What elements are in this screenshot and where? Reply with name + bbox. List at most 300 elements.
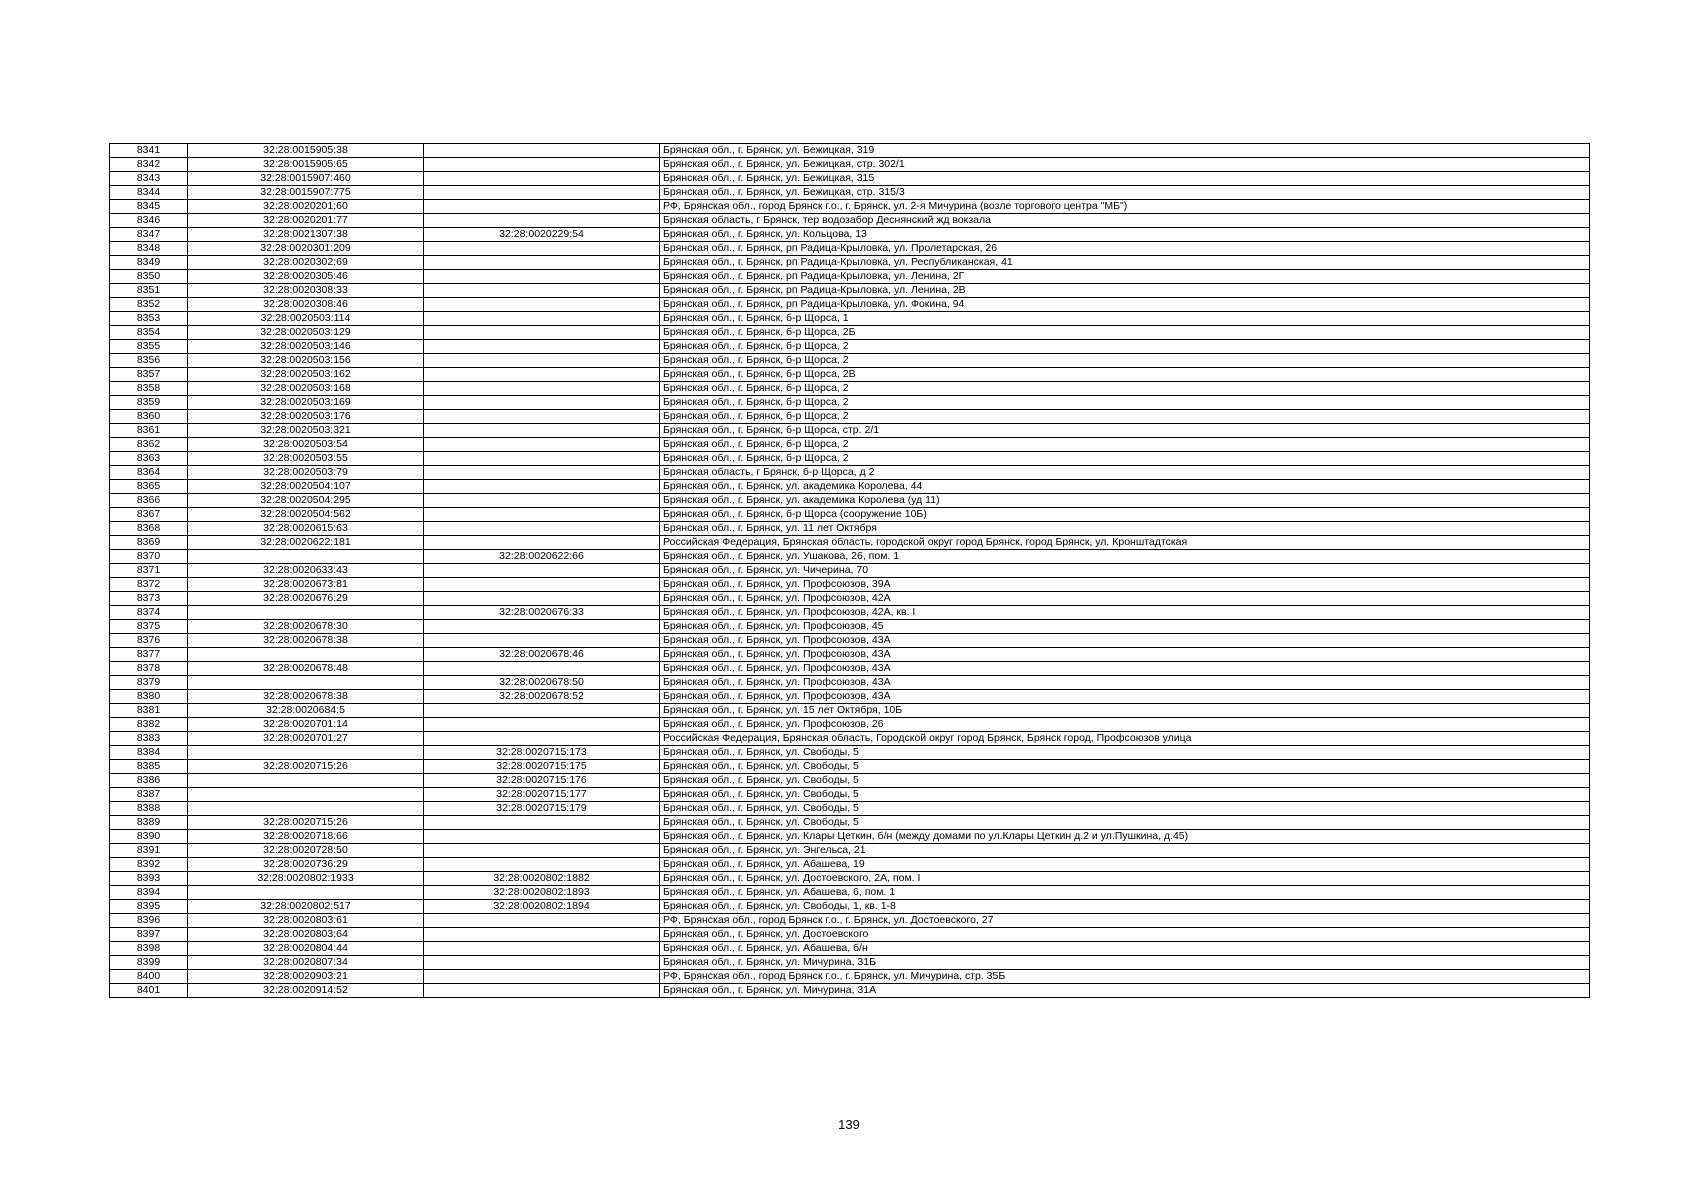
cell-cad2: 32:28:0020622:66	[424, 550, 660, 564]
cell-num: 8344	[110, 186, 188, 200]
cell-addr: Брянская обл., г. Брянск, б-р Щорса, 2	[660, 382, 1590, 396]
cell-addr: Брянская обл., г. Брянск, ул. Профсоюзов, 42А	[660, 592, 1590, 606]
cell-addr: Брянская обл., г. Брянск, ул. Мичурина, 31А	[660, 984, 1590, 998]
cell-cad2	[424, 242, 660, 256]
cell-cad2: 32:28:0020715:179	[424, 802, 660, 816]
cell-num: 8343	[110, 172, 188, 186]
table-row	[110, 928, 1590, 942]
table-row	[110, 844, 1590, 858]
cell-cad2	[424, 942, 660, 956]
cell-cad2	[424, 494, 660, 508]
table-row	[110, 466, 1590, 480]
cell-cad: 32:28:0020673:81	[188, 578, 424, 592]
cell-cad: 32:28:0020615:63	[188, 522, 424, 536]
cell-num: 8357	[110, 368, 188, 382]
cell-addr: Брянская обл., г. Брянск, ул. Профсоюзов, 45	[660, 620, 1590, 634]
cell-cad: 32:28:0020633:43	[188, 564, 424, 578]
cell-cad2	[424, 718, 660, 732]
cell-num: 8348	[110, 242, 188, 256]
cell-addr: Брянская обл., г. Брянск, ул. Свободы, 5	[660, 746, 1590, 760]
table-row	[110, 200, 1590, 214]
cell-num: 8390	[110, 830, 188, 844]
cell-addr: Брянская обл., г. Брянск, рп Радица-Крыловка, ул. Ленина, 2Г	[660, 270, 1590, 284]
cell-cad2: 32:28:0020802:1894	[424, 900, 660, 914]
page-number: 139	[838, 1117, 860, 1132]
table-row	[110, 494, 1590, 508]
cell-num: 8394	[110, 886, 188, 900]
cell-cad2	[424, 382, 660, 396]
table-row	[110, 900, 1590, 914]
cell-cad: 32:28:0020305:46	[188, 270, 424, 284]
table-row	[110, 508, 1590, 522]
cell-cad: 32:28:0020503:176	[188, 410, 424, 424]
cell-cad2	[424, 284, 660, 298]
table-row	[110, 816, 1590, 830]
cell-addr: Брянская обл., г. Брянск, ул. Абашева, 19	[660, 858, 1590, 872]
cell-addr: Брянская обл., г. Брянск, ул. академика Королева, 44	[660, 480, 1590, 494]
cell-cad: 32:28:0020684:5	[188, 704, 424, 718]
cell-addr: Брянская обл., г. Брянск, ул. Свободы, 1, кв. 1-8	[660, 900, 1590, 914]
cell-cad2	[424, 844, 660, 858]
cell-cad2: 32:28:0020229:54	[424, 228, 660, 242]
cell-cad	[188, 746, 424, 760]
table-row	[110, 242, 1590, 256]
table-row	[110, 858, 1590, 872]
cell-cad: 32:28:0015907:775	[188, 186, 424, 200]
table-row	[110, 914, 1590, 928]
cell-cad: 32:28:0015905:38	[188, 144, 424, 158]
cell-addr: Брянская обл., г. Брянск, б-р Щорса, 2В	[660, 368, 1590, 382]
cell-cad: 32:28:0020802:1933	[188, 872, 424, 886]
cell-addr: Брянская обл., г. Брянск, ул. Профсоюзов, 26	[660, 718, 1590, 732]
cell-addr: Брянская обл., г. Брянск, б-р Щорса, стр. 2/1	[660, 424, 1590, 438]
cell-cad2	[424, 704, 660, 718]
cell-num: 8399	[110, 956, 188, 970]
cell-cad: 32:28:0020678:48	[188, 662, 424, 676]
cell-cad: 32:28:0021307:38	[188, 228, 424, 242]
cell-num: 8366	[110, 494, 188, 508]
cell-addr: РФ, Брянская обл., город Брянск г.о., г. Брянск, ул. Мичурина, стр. 35Б	[660, 970, 1590, 984]
cell-cad: 32:28:0020302:69	[188, 256, 424, 270]
cell-cad2	[424, 732, 660, 746]
table-row	[110, 424, 1590, 438]
cell-addr: Брянская обл., г. Брянск, рп Радица-Крыловка, ул. Пролетарская, 26	[660, 242, 1590, 256]
cell-cad2	[424, 144, 660, 158]
cell-num: 8354	[110, 326, 188, 340]
table-row	[110, 326, 1590, 340]
cell-addr: Брянская обл., г. Брянск, б-р Щорса, 2	[660, 452, 1590, 466]
table-row	[110, 144, 1590, 158]
cell-cad: 32:28:0020804:44	[188, 942, 424, 956]
cell-cad2	[424, 410, 660, 424]
cell-addr: Брянская обл., г. Брянск, ул. Свободы, 5	[660, 760, 1590, 774]
cell-cad2: 32:28:0020678:46	[424, 648, 660, 662]
cell-addr: Брянская обл., г. Брянск, б-р Щорса, 2	[660, 438, 1590, 452]
cell-cad2	[424, 662, 660, 676]
cell-cad2	[424, 480, 660, 494]
cell-cad2	[424, 368, 660, 382]
cell-cad: 32:28:0020676:29	[188, 592, 424, 606]
cell-cad2	[424, 522, 660, 536]
cell-addr: Брянская обл., г. Брянск, ул. 11 лет Октября	[660, 522, 1590, 536]
cell-num: 8379	[110, 676, 188, 690]
cell-num: 8393	[110, 872, 188, 886]
table-row	[110, 410, 1590, 424]
table-row	[110, 480, 1590, 494]
cell-cad2: 32:28:0020678:50	[424, 676, 660, 690]
table-row	[110, 970, 1590, 984]
cell-cad2	[424, 214, 660, 228]
cell-addr: Брянская обл., г. Брянск, ул. Свободы, 5	[660, 802, 1590, 816]
cell-cad2	[424, 956, 660, 970]
cell-addr: Брянская обл., г. Брянск, ул. Бежицкая, стр. 315/3	[660, 186, 1590, 200]
table-row	[110, 564, 1590, 578]
cell-cad: 32:28:0020503:114	[188, 312, 424, 326]
cell-num: 8389	[110, 816, 188, 830]
cell-cad	[188, 802, 424, 816]
table-row	[110, 396, 1590, 410]
cell-cad: 32:28:0020678:30	[188, 620, 424, 634]
cell-cad: 32:28:0020701:27	[188, 732, 424, 746]
cell-cad2	[424, 816, 660, 830]
cell-addr: Брянская обл., г. Брянск, ул. Мичурина, 31Б	[660, 956, 1590, 970]
cell-num: 8382	[110, 718, 188, 732]
cell-cad2	[424, 172, 660, 186]
cell-addr: Брянская обл., г. Брянск, ул. Достоевского, 2А, пом. I	[660, 872, 1590, 886]
cell-cad2	[424, 452, 660, 466]
cell-cad: 32:28:0020503:54	[188, 438, 424, 452]
table-row	[110, 886, 1590, 900]
cell-num: 8369	[110, 536, 188, 550]
cell-cad: 32:28:0020504:107	[188, 480, 424, 494]
cell-cad2	[424, 564, 660, 578]
cell-cad	[188, 774, 424, 788]
cell-addr: Российская Федерация, Брянская область, городской округ город Брянск, город Брянск, ул. Кронштадтская	[660, 536, 1590, 550]
cell-cad2: 32:28:0020715:173	[424, 746, 660, 760]
cell-num: 8345	[110, 200, 188, 214]
cell-addr: Брянская обл., г. Брянск, ул. Абашева, б/н	[660, 942, 1590, 956]
table-row	[110, 214, 1590, 228]
cell-addr: Брянская обл., г. Брянск, б-р Щорса (сооружение 10Б)	[660, 508, 1590, 522]
table-row	[110, 578, 1590, 592]
cell-cad: 32:28:0020715:26	[188, 816, 424, 830]
cell-cad: 32:28:0020678:38	[188, 634, 424, 648]
cell-cad: 32:28:0020201:77	[188, 214, 424, 228]
cell-cad2: 32:28:0020802:1882	[424, 872, 660, 886]
cell-cad2	[424, 578, 660, 592]
cell-num: 8388	[110, 802, 188, 816]
cell-num: 8397	[110, 928, 188, 942]
cell-addr: Брянская область, г Брянск, тер водозабор Деснянский жд вокзала	[660, 214, 1590, 228]
cell-cad: 32:28:0020718:66	[188, 830, 424, 844]
table-row	[110, 438, 1590, 452]
table-row	[110, 690, 1590, 704]
cell-num: 8358	[110, 382, 188, 396]
cell-cad2	[424, 200, 660, 214]
table-row	[110, 984, 1590, 998]
table-row	[110, 732, 1590, 746]
table-row	[110, 312, 1590, 326]
cell-addr: Брянская обл., г. Брянск, ул. Профсоюзов, 43А	[660, 648, 1590, 662]
table-row	[110, 830, 1590, 844]
cell-num: 8381	[110, 704, 188, 718]
cell-cad: 32:28:0015907:460	[188, 172, 424, 186]
table-row	[110, 522, 1590, 536]
table-row	[110, 452, 1590, 466]
table-row	[110, 172, 1590, 186]
table-row	[110, 676, 1590, 690]
cell-num: 8375	[110, 620, 188, 634]
cell-num: 8341	[110, 144, 188, 158]
table-row	[110, 228, 1590, 242]
cell-addr: Брянская обл., г. Брянск, б-р Щорса, 2	[660, 410, 1590, 424]
cell-num: 8395	[110, 900, 188, 914]
table-row	[110, 760, 1590, 774]
cell-addr: Брянская обл., г. Брянск, б-р Щорса, 2	[660, 354, 1590, 368]
table-row	[110, 368, 1590, 382]
cell-cad: 32:28:0020308:33	[188, 284, 424, 298]
cell-num: 8355	[110, 340, 188, 354]
cell-cad2	[424, 914, 660, 928]
cell-num: 8398	[110, 942, 188, 956]
cell-cad: 32:28:0020803:64	[188, 928, 424, 942]
cell-addr: Брянская обл., г. Брянск, ул. Абашева, 6, пом. 1	[660, 886, 1590, 900]
cell-addr: Брянская обл., г. Брянск, ул. Ушакова, 26, пом. 1	[660, 550, 1590, 564]
cell-cad: 32:28:0020736:29	[188, 858, 424, 872]
cell-cad: 32:28:0020504:295	[188, 494, 424, 508]
table-row	[110, 270, 1590, 284]
cell-num: 8351	[110, 284, 188, 298]
cell-num: 8371	[110, 564, 188, 578]
table-row	[110, 956, 1590, 970]
cell-cad2	[424, 830, 660, 844]
cell-cad	[188, 606, 424, 620]
cell-num: 8368	[110, 522, 188, 536]
cell-cad2	[424, 858, 660, 872]
table-row	[110, 158, 1590, 172]
cell-num: 8380	[110, 690, 188, 704]
table-row	[110, 634, 1590, 648]
table-row	[110, 382, 1590, 396]
table-row	[110, 872, 1590, 886]
cell-cad2	[424, 634, 660, 648]
cell-addr: Брянская обл., г. Брянск, ул. Профсоюзов, 43А	[660, 690, 1590, 704]
cell-addr: Брянская обл., г. Брянск, ул. Свободы, 5	[660, 774, 1590, 788]
cell-cad: 32:28:0020504:562	[188, 508, 424, 522]
cell-num: 8385	[110, 760, 188, 774]
cell-cad2	[424, 592, 660, 606]
cell-cad	[188, 648, 424, 662]
cell-cad2: 32:28:0020715:175	[424, 760, 660, 774]
cell-addr: Брянская обл., г. Брянск, б-р Щорса, 2	[660, 396, 1590, 410]
cell-num: 8342	[110, 158, 188, 172]
cell-cad2	[424, 984, 660, 998]
cell-addr: Брянская обл., г. Брянск, рп Радица-Крыловка, ул. Ленина, 2В	[660, 284, 1590, 298]
cell-num: 8367	[110, 508, 188, 522]
cell-num: 8383	[110, 732, 188, 746]
cell-num: 8365	[110, 480, 188, 494]
cell-cad: 32:28:0020503:321	[188, 424, 424, 438]
cell-num: 8350	[110, 270, 188, 284]
cell-cad2	[424, 340, 660, 354]
table-row	[110, 550, 1590, 564]
cell-cad: 32:28:0020201:60	[188, 200, 424, 214]
cell-cad: 32:28:0015905:65	[188, 158, 424, 172]
cell-cad2: 32:28:0020715:176	[424, 774, 660, 788]
cell-cad2	[424, 970, 660, 984]
cell-addr: Брянская обл., г. Брянск, б-р Щорса, 2Б	[660, 326, 1590, 340]
cell-addr: Брянская обл., г. Брянск, ул. Профсоюзов, 39А	[660, 578, 1590, 592]
cell-num: 8353	[110, 312, 188, 326]
cell-num: 8359	[110, 396, 188, 410]
cell-addr: Брянская обл., г. Брянск, ул. Профсоюзов, 43А	[660, 634, 1590, 648]
cell-cad2	[424, 158, 660, 172]
cell-cad: 32:28:0020715:26	[188, 760, 424, 774]
cell-num: 8378	[110, 662, 188, 676]
cell-cad: 32:28:0020503:156	[188, 354, 424, 368]
cell-cad: 32:28:0020503:55	[188, 452, 424, 466]
cell-addr: Брянская обл., г. Брянск, ул. Свободы, 5	[660, 816, 1590, 830]
registry-table	[109, 143, 1590, 998]
cell-num: 8347	[110, 228, 188, 242]
cell-num: 8370	[110, 550, 188, 564]
cell-cad	[188, 788, 424, 802]
registry-table-body	[110, 144, 1590, 998]
table-row	[110, 592, 1590, 606]
cell-addr: Брянская обл., г. Брянск, ул. Кольцова, 13	[660, 228, 1590, 242]
cell-num: 8376	[110, 634, 188, 648]
cell-addr: Брянская обл., г. Брянск, ул. Достоевского	[660, 928, 1590, 942]
cell-addr: Брянская обл., г. Брянск, ул. Чичерина, 70	[660, 564, 1590, 578]
table-row	[110, 718, 1590, 732]
cell-cad	[188, 550, 424, 564]
cell-cad2	[424, 354, 660, 368]
cell-addr: Брянская обл., г. Брянск, ул. Профсоюзов, 42А, кв. I	[660, 606, 1590, 620]
cell-cad2	[424, 312, 660, 326]
cell-cad: 32:28:0020503:129	[188, 326, 424, 340]
cell-num: 8360	[110, 410, 188, 424]
table-row	[110, 746, 1590, 760]
cell-num: 8384	[110, 746, 188, 760]
cell-cad2: 32:28:0020715:177	[424, 788, 660, 802]
cell-num: 8373	[110, 592, 188, 606]
cell-cad: 32:28:0020503:168	[188, 382, 424, 396]
cell-cad: 32:28:0020802:517	[188, 900, 424, 914]
cell-num: 8377	[110, 648, 188, 662]
cell-cad2	[424, 438, 660, 452]
cell-num: 8372	[110, 578, 188, 592]
table-row	[110, 662, 1590, 676]
cell-cad2: 32:28:0020678:52	[424, 690, 660, 704]
table-row	[110, 536, 1590, 550]
cell-addr: РФ, Брянская обл., город Брянск г.о., г. Брянск, ул. Достоевского, 27	[660, 914, 1590, 928]
cell-cad2	[424, 466, 660, 480]
table-row	[110, 704, 1590, 718]
cell-cad: 32:28:0020914:52	[188, 984, 424, 998]
cell-num: 8401	[110, 984, 188, 998]
cell-addr: Брянская область, г Брянск, б-р Щорса, д 2	[660, 466, 1590, 480]
cell-addr: Брянская обл., г. Брянск, ул. 15 лет Октября, 10Б	[660, 704, 1590, 718]
cell-cad: 32:28:0020503:79	[188, 466, 424, 480]
table-row	[110, 186, 1590, 200]
cell-num: 8346	[110, 214, 188, 228]
table-row	[110, 774, 1590, 788]
table-row	[110, 620, 1590, 634]
table-row	[110, 284, 1590, 298]
cell-addr: Брянская обл., г. Брянск, ул. Профсоюзов, 43А	[660, 676, 1590, 690]
cell-addr: РФ, Брянская обл., город Брянск г.о., г. Брянск, ул. 2-я Мичурина (возле торгового центра "МБ")	[660, 200, 1590, 214]
cell-num: 8400	[110, 970, 188, 984]
cell-addr: Брянская обл., г. Брянск, б-р Щорса, 2	[660, 340, 1590, 354]
cell-cad2: 32:28:0020802:1893	[424, 886, 660, 900]
cell-num: 8374	[110, 606, 188, 620]
cell-addr: Брянская обл., г. Брянск, б-р Щорса, 1	[660, 312, 1590, 326]
cell-cad2	[424, 186, 660, 200]
cell-num: 8392	[110, 858, 188, 872]
table-row	[110, 340, 1590, 354]
table-row	[110, 606, 1590, 620]
cell-cad: 32:28:0020678:38	[188, 690, 424, 704]
cell-cad2	[424, 298, 660, 312]
cell-cad: 32:28:0020807:34	[188, 956, 424, 970]
table-row	[110, 298, 1590, 312]
cell-cad2	[424, 326, 660, 340]
cell-addr: Брянская обл., г. Брянск, ул. Свободы, 5	[660, 788, 1590, 802]
cell-num: 8352	[110, 298, 188, 312]
cell-addr: Брянская обл., г. Брянск, ул. Бежицкая, 319	[660, 144, 1590, 158]
cell-addr: Брянская обл., г. Брянск, ул. академика Королева (уд 11)	[660, 494, 1590, 508]
table-row	[110, 942, 1590, 956]
cell-cad2	[424, 256, 660, 270]
cell-num: 8364	[110, 466, 188, 480]
cell-cad: 32:28:0020701:14	[188, 718, 424, 732]
table-row	[110, 354, 1590, 368]
table-row	[110, 256, 1590, 270]
cell-cad: 32:28:0020503:169	[188, 396, 424, 410]
cell-num: 8386	[110, 774, 188, 788]
cell-num: 8361	[110, 424, 188, 438]
table-row	[110, 802, 1590, 816]
cell-cad: 32:28:0020503:146	[188, 340, 424, 354]
cell-cad: 32:28:0020728:50	[188, 844, 424, 858]
cell-cad: 32:28:0020301:209	[188, 242, 424, 256]
cell-num: 8396	[110, 914, 188, 928]
cell-cad	[188, 886, 424, 900]
cell-num: 8363	[110, 452, 188, 466]
cell-cad2: 32:28:0020676:33	[424, 606, 660, 620]
cell-addr: Брянская обл., г. Брянск, ул. Бежицкая, стр. 302/1	[660, 158, 1590, 172]
cell-cad: 32:28:0020803:61	[188, 914, 424, 928]
cell-addr: Брянская обл., г. Брянск, рп Радица-Крыловка, ул. Фокина, 94	[660, 298, 1590, 312]
cell-addr: Брянская обл., г. Брянск, ул. Бежицкая, 315	[660, 172, 1590, 186]
cell-cad2	[424, 424, 660, 438]
cell-cad2	[424, 536, 660, 550]
cell-cad2	[424, 620, 660, 634]
cell-cad2	[424, 508, 660, 522]
cell-cad2	[424, 928, 660, 942]
cell-cad	[188, 676, 424, 690]
cell-cad2	[424, 270, 660, 284]
cell-cad: 32:28:0020903:21	[188, 970, 424, 984]
cell-addr: Российская Федерация, Брянская область, Городской округ город Брянск, Брянск город, Профсоюзов улица	[660, 732, 1590, 746]
cell-cad: 32:28:0020622:181	[188, 536, 424, 550]
cell-cad: 32:28:0020503:162	[188, 368, 424, 382]
cell-addr: Брянская обл., г. Брянск, ул. Клары Цеткин, б/н (между домами по ул.Клары Цеткин д.2 и ул.Пушкина, д.45)	[660, 830, 1590, 844]
cell-addr: Брянская обл., г. Брянск, ул. Профсоюзов, 43А	[660, 662, 1590, 676]
cell-num: 8356	[110, 354, 188, 368]
cell-num: 8391	[110, 844, 188, 858]
cell-num: 8362	[110, 438, 188, 452]
